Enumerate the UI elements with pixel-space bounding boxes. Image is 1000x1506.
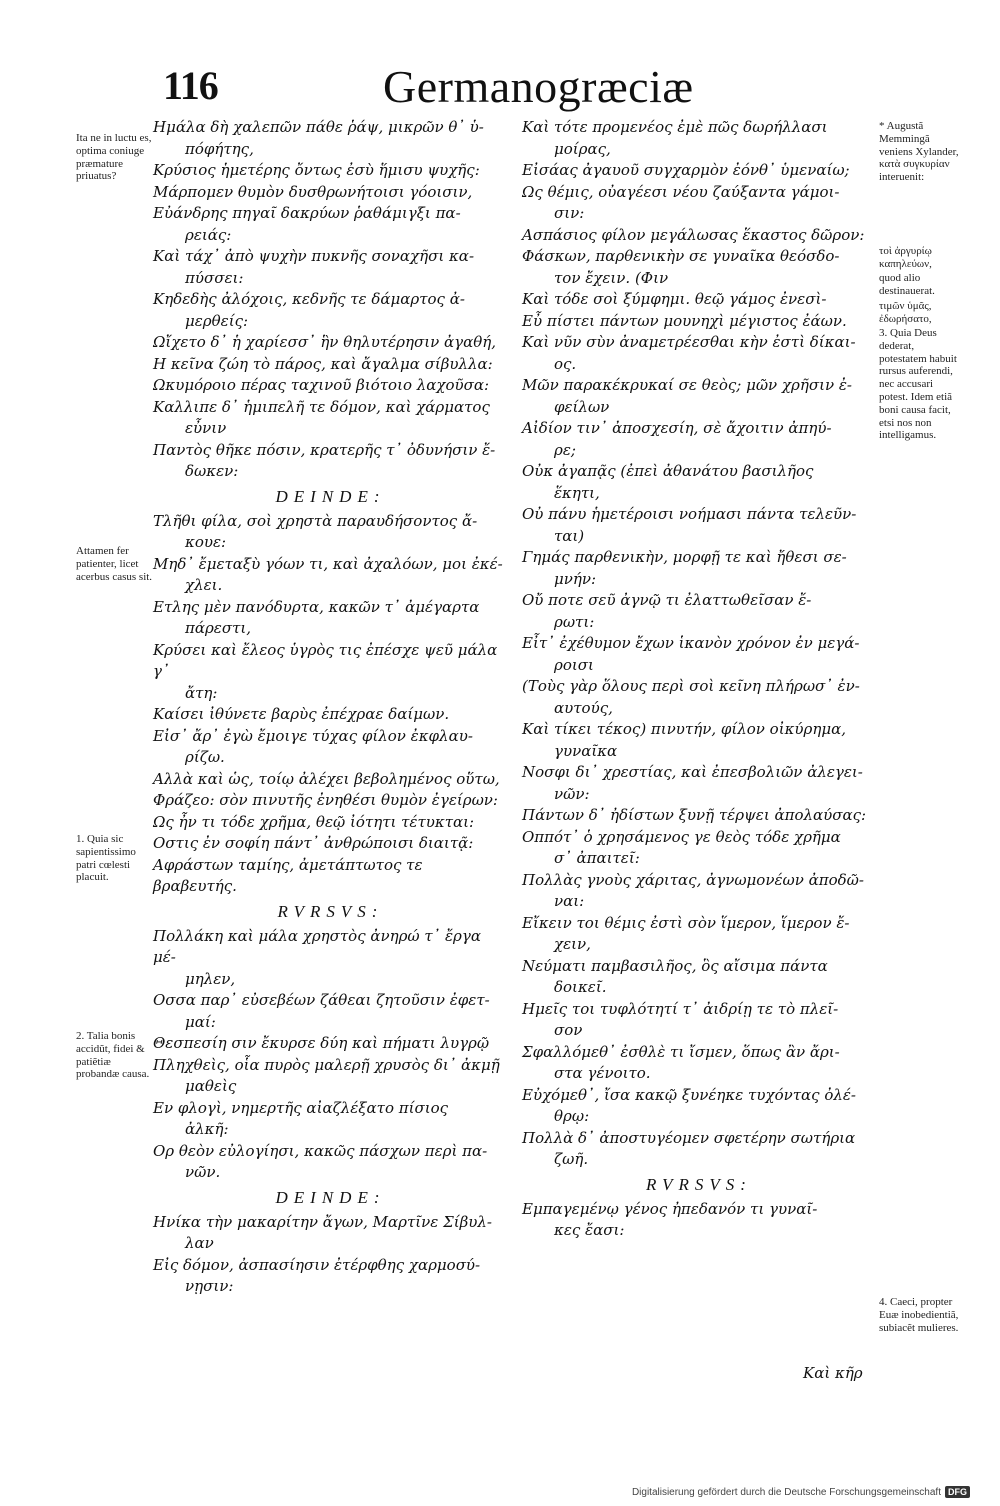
catchword: Καὶ κῆρ <box>803 1364 863 1382</box>
verse-line <box>153 926 508 991</box>
verse-line <box>522 870 876 913</box>
verse-continuation: νῶν: <box>554 784 590 803</box>
verse-text: Μάρπομεν θυμὸν δυσθρωνήτοισι γόοισιν, <box>153 182 473 201</box>
verse-line <box>153 117 508 160</box>
verse-line <box>153 704 508 726</box>
verse-continuation: ἕκητι, <box>554 483 600 502</box>
verse-continuation: μερθείς: <box>185 311 249 330</box>
verse-line <box>153 726 508 769</box>
verse-line <box>522 999 876 1042</box>
right-column <box>522 117 876 1242</box>
verse-line <box>153 246 508 289</box>
verse-text: Εἴκειν τοι θέμις ἐστὶ σὸν ἵμερον, ἵμερον ἔ- <box>522 913 850 932</box>
verse-line <box>153 1098 508 1141</box>
verse-line <box>522 182 876 225</box>
verse-text: Οὐ πάνυ ἡμετέροισι νοήμασι πάντα τελεῦν- <box>522 505 857 523</box>
verse-continuation: ρίζω. <box>185 748 225 766</box>
running-title: Germanogræciæ <box>383 61 694 112</box>
section-heading: RVRSVS: <box>277 901 384 921</box>
verse-continuation: κες ἔασι: <box>554 1221 625 1239</box>
verse-line <box>153 332 508 354</box>
verse-continuation: θρῳ: <box>554 1107 590 1125</box>
verse-text: Οππότ᾽ ὁ χρησάμενος γε θεὸς τόδε χρῆμα <box>522 827 841 846</box>
margin-note-right-3: quod alio destinauerat. <box>879 272 935 297</box>
verse-continuation: γυναῖκα <box>554 741 618 760</box>
verse-text: Ορ θεὸν εὐλογίησι, κακῶς πάσχων περὶ πα- <box>153 1141 488 1160</box>
verse-continuation: χειν, <box>554 935 591 953</box>
verse-line <box>153 375 508 397</box>
verse-line <box>153 1255 508 1298</box>
verse-text: Οσσα παρ᾽ εὐσεβέων ζάθεαι ζητοῦσιν ἐφετ- <box>153 991 490 1009</box>
verse-line <box>153 990 508 1033</box>
verse-continuation: ναι: <box>554 892 585 910</box>
verse-line <box>153 289 508 332</box>
page-number: 116 <box>163 63 218 108</box>
verse-text: Ως θέμις, οὐαγέεσι νέου ζαύξαντα γάμοι- <box>522 182 840 201</box>
verse-text: Πάντων δ᾽ ἠδίστων ξυνῇ τέρψει ἀπολαύσας: <box>522 806 867 824</box>
margin-note-right-1: * Augustã Memmingã veniens Xylander, κατὰ συγκυρίαν interuenit: <box>879 120 959 184</box>
margin-note-left-1: Ita ne in luctu es, optima coniuge præmature priuatus? <box>76 132 152 183</box>
verse-continuation: ἀλκῆ: <box>185 1120 229 1138</box>
verse-line <box>153 1141 508 1184</box>
verse-line <box>522 1128 876 1171</box>
verse-continuation: ἄτη: <box>185 683 218 702</box>
margin-note-right-2: τοὶ ἀργυρίῳ καπηλεύων, <box>879 245 932 270</box>
verse-text: Οστις ἐν σοφίη πάντ᾽ ἀνθρώποισι διαιτᾷ: <box>153 834 474 852</box>
verse-line <box>522 418 876 461</box>
verse-text: Κηδεδὴς ἀλόχοις, κεδνῆς τε δάμαρτος ἀ- <box>153 290 465 308</box>
verse-line <box>522 590 876 633</box>
verse-text: Πολλὰς γνοὺς χάριτας, ἀγνωμονέων ἀποδῶ- <box>522 870 864 889</box>
section-heading: DEINDE: <box>275 1187 386 1207</box>
verse-text: Αἰδίον τιν᾽ ἀποσχεσίη, σὲ ἄχοιτιν ἀπηύ- <box>522 419 832 437</box>
verse-text: Οὔ ποτε σεῦ ἀγνῷ τι ἐλαττωθεῖσαν ἔ- <box>522 591 812 609</box>
verse-text: Ωκυμόροιο πέρας ταχινοῦ βιότοιο λαχοῦσα: <box>153 376 490 394</box>
left-column <box>153 117 508 1298</box>
verse-text: Καὶ τόδε σοὶ ξύμφημι. θεῷ γάμος ἐνεσὶ- <box>522 290 827 308</box>
verse-line <box>522 504 876 547</box>
verse-line <box>522 246 876 289</box>
verse-line <box>153 812 508 834</box>
verse-continuation: λαν <box>185 1234 214 1252</box>
verse-continuation: στα γένοιτο. <box>554 1064 651 1082</box>
verse-line <box>522 311 876 333</box>
verse-text: Μῶν παρακέκρυκαί σε θεὸς; μῶν χρῆσιν ἐ- <box>522 376 852 394</box>
digitization-footer <box>632 1486 970 1498</box>
verse-continuation: κουε: <box>185 533 227 551</box>
verse-text: Παντὸς θῆκε πόσιν, κρατερῆς τ᾽ ὀδυνήσιν ἔ- <box>153 440 496 459</box>
verse-line <box>153 640 508 705</box>
verse-continuation: μοίρας, <box>554 139 611 158</box>
verse-continuation: σιν: <box>554 204 585 222</box>
margin-note-left-3: 1. Quia sic sapientissimo patri cœlesti placuit. <box>76 833 136 884</box>
verse-text: Μηδ᾽ ἔμεταξὺ γόων τι, καὶ ἀχαλόων, μοι ἐκέ- <box>153 554 503 573</box>
verse-line <box>522 1199 876 1242</box>
verse-text: Ασπάσιος φίλον μεγάλωσας ἕκαστος δῶρον: <box>522 225 865 244</box>
verse-text: Θεσπεσίη σιν ἔκυρσε δύη καὶ πήματι λυγρῷ <box>153 1034 490 1052</box>
verse-line <box>153 597 508 640</box>
verse-line <box>153 554 508 597</box>
verse-line <box>153 833 508 855</box>
verse-continuation: μνήν: <box>554 569 597 588</box>
verse-text: Κρύσει καὶ ἔλεος ὑγρὸς τις ἐπέσχε ψεῦ μάλα γ᾽ <box>153 640 498 680</box>
verse-line <box>153 790 508 812</box>
verse-text: Εὐάνδρης πηγαῖ δακρύων ῥαθάμιγξι πα- <box>153 204 461 222</box>
verse-continuation: ρε; <box>554 440 576 459</box>
verse-text: Καὶ τίκει τέκος) πινυτήν, φίλον οἰκύρημα, <box>522 720 846 738</box>
verse-continuation: ρειάς: <box>185 225 232 244</box>
verse-line <box>522 1085 876 1128</box>
verse-continuation: νῶν. <box>185 1163 221 1181</box>
verse-continuation: πόφήτης, <box>185 139 254 158</box>
dfg-logo: DFG <box>945 1486 970 1498</box>
verse-line <box>522 805 876 827</box>
verse-line <box>153 1212 508 1255</box>
verse-text: Εἰσάας ἀγαυοῦ συγχαρμὸν ἐόνθ᾽ ὑμεναίω; <box>522 161 850 179</box>
verse-text: Κρύσιος ἡμετέρης ὄντως ἐσὺ ἥμισυ ψυχῆς: <box>153 161 480 179</box>
verse-line <box>522 633 876 676</box>
verse-continuation: σ᾽ ἀπαιτεῖ: <box>554 849 640 867</box>
verse-line <box>522 289 876 311</box>
verse-text: Πληχθεὶς, οἷα πυρὸς μαλερῇ χρυσὸς δι᾽ ἀκμῇ <box>153 1055 500 1074</box>
verse-text: Οὐκ ἀγαπᾷς (ἐπεὶ ἀθανάτου βασιλῆος <box>522 462 814 480</box>
margin-note-left-4: 2. Talia bonis accidũt, fidei & patiẽtiæ probandæ causa. <box>76 1030 150 1081</box>
verse-continuation: πύσσει: <box>185 268 244 287</box>
verse-text: Εἰς δόμον, ἀσπασίησιν ἐτέρφθης χαρμοσύ- <box>153 1255 481 1274</box>
verse-text: Εἰσ᾽ ἄρ᾽ ἐγὼ ἔμοιγε τύχας φίλον ἐκφλαυ- <box>153 726 473 745</box>
verse-line <box>522 1042 876 1085</box>
verse-line <box>522 719 876 762</box>
verse-line <box>522 375 876 418</box>
verse-text: Ηνίκα τὴν μακαρίτην ἄγων, Μαρτῖνε Σίβυλ- <box>153 1212 492 1231</box>
verse-line <box>153 182 508 204</box>
verse-line <box>522 676 876 719</box>
verse-line <box>153 769 508 791</box>
verse-continuation: δοικεῖ. <box>554 978 607 996</box>
verse-continuation: χλει. <box>185 576 223 594</box>
verse-continuation: αυτούς, <box>554 698 613 717</box>
verse-continuation: φείλων <box>554 397 610 416</box>
verse-line <box>153 354 508 376</box>
verse-text: Νεύματι παμβασιλῆος, ὃς αἴσιμα πάντα <box>522 956 828 975</box>
verse-text: Ημεῖς τοι τυφλότητί τ᾽ ἀιδρίῃ τε τὸ πλεῖ- <box>522 999 839 1018</box>
verse-continuation: ρωτι: <box>554 612 595 631</box>
verse-text: Καὶ τάχ᾽ ἀπὸ ψυχὴν πυκνῆς σοναχῆσι κα- <box>153 247 475 265</box>
verse-text: Ημάλα δὴ χαλεπῶν πάθε ῥάψ, μικρῶν θ᾽ ὑ- <box>153 118 484 136</box>
margin-note-left-2: Attamen fer patienter, licet acerbus casus sit. <box>76 545 153 583</box>
verse-text: Καὶ νῦν σὺν ἀναμετρέεσθαι κὴν ἐστὶ δίκαι- <box>522 333 856 351</box>
verse-line <box>522 547 876 590</box>
verse-continuation: μαί: <box>185 1012 216 1031</box>
margin-note-right-6: 4. Caeci, propter Euæ inobedientiã, subiacẽt mulieres. <box>879 1296 959 1334</box>
verse-line <box>522 461 876 504</box>
verse-line <box>153 440 508 483</box>
verse-line <box>153 1033 508 1055</box>
verse-continuation: πάρεστι, <box>185 619 252 637</box>
verse-text: Καὶ τότε προμενέος ἐμὲ πῶς δωρήλλασι <box>522 118 828 136</box>
verse-text: Ετλης μὲν πανόδυρτα, κακῶν τ᾽ ἀμέγαρτα <box>153 597 480 616</box>
verse-text: Φάσκων, παρθενικὴν σε γυναῖκα θεόσδο- <box>522 247 840 265</box>
verse-text: Εὖ πίστει πάντων μουνηχὶ μέγιστος ἐάων. <box>522 311 847 330</box>
verse-continuation: ροισι <box>554 655 594 674</box>
verse-line <box>153 397 508 440</box>
verse-continuation: ος. <box>554 354 577 373</box>
verse-text: Πολλάκη καὶ μάλα χρηστὸς ἀνηρώ τ᾽ ἔργα μέ- <box>153 926 481 966</box>
verse-continuation: ται) <box>554 526 585 545</box>
verse-text: Εὐχόμεθ᾽, ἴσα κακῷ ξυνέηκε τυχόντας ὀλέ- <box>522 1085 856 1104</box>
margin-note-right-5: 3. Quia Deus dederat, potestatem habuit rursus auferendi, nec accusari potest. Idem etiã boni causa facit, etsi nos non intelligamus. <box>879 327 957 442</box>
verse-text: Σφαλλόμεθ᾽ ἐσθλὲ τι ἴσμεν, ὅπως ἂν ἄρι- <box>522 1042 840 1061</box>
verse-text: Αφράστων ταμίης, ἀμετάπτωτος τε βραβευτής. <box>153 855 423 895</box>
verse-continuation: μαθεὶς <box>185 1077 237 1095</box>
verse-text: Ως ἦν τι τόδε χρῆμα, θεῷ ἰότητι τέτυκται: <box>153 812 475 831</box>
verse-text: Νοσφι δι᾽ χρεστίας, καὶ ἐπεσβολιῶν ἀλεγει- <box>522 763 863 781</box>
verse-text: Πολλὰ δ᾽ ἀποστυγέομεν σφετέρην σωτήρια <box>522 1128 856 1147</box>
verse-line <box>153 203 508 246</box>
verse-text: Αλλὰ καὶ ὡς, τοίῳ ἀλέχει βεβολημένος οὕτω, <box>153 769 500 788</box>
verse-text: Ωἴχετο δ᾽ ἡ χαρίεσσ᾽ ἣν θηλυτέρησιν ἀγαθή, <box>153 333 497 351</box>
verse-continuation: σον <box>554 1021 583 1039</box>
verse-line <box>153 855 508 898</box>
verse-text: Τλῆθι φίλα, σοὶ χρηστὰ παραυδήσοντος ἄ- <box>153 511 478 530</box>
footer-text: Digitalisierung gefördert durch die Deutsche Forschungsgemeinschaft <box>631 1486 941 1498</box>
verse-continuation: μηλεν, <box>185 969 236 988</box>
verse-line <box>522 827 876 870</box>
verse-text: Γημάς παρθενικὴν, μορφῇ τε καὶ ἤθεσι σε- <box>522 548 847 566</box>
verse-text: Φράζεο: σὸν πινυτῆς ἐνηθέσι θυμὸν ἐγείρων: <box>153 791 498 809</box>
verse-line <box>522 913 876 956</box>
margin-note-right-4: τιμῶν ὑμᾶς, ἐδωρήσατο, <box>879 300 932 325</box>
verse-line <box>522 332 876 375</box>
verse-line <box>522 956 876 999</box>
verse-text: (Τοὺς γὰρ ὅλους περὶ σοὶ κεῖνη πλήρωσ᾽ ἐν- <box>522 677 860 695</box>
verse-continuation: τον ἔχειν. (Φιν <box>554 268 669 287</box>
verse-continuation: δωκεν: <box>185 462 239 480</box>
verse-text: Εν φλογὶ, νημερτῆς αἰαζλέξατο πίσιος <box>153 1098 449 1117</box>
verse-line <box>153 1055 508 1098</box>
verse-line <box>522 160 876 182</box>
section-heading: DEINDE: <box>275 486 386 506</box>
verse-text: Καλλιπε δ᾽ ἡμιπελῆ τε δόμον, καὶ χάρματος <box>153 397 490 416</box>
verse-continuation: ζωῆ. <box>554 1150 589 1168</box>
verse-text: Η κεῖνα ζώη τὸ πάρος, καὶ ἄγαλμα σίβυλλα: <box>153 354 493 373</box>
section-heading: RVRSVS: <box>646 1174 752 1194</box>
verse-line <box>153 160 508 182</box>
verse-text: Εἶτ᾽ ἐχέθυμον ἔχων ἱκανὸν χρόνον ἐν μεγά- <box>522 634 860 652</box>
verse-continuation: εὖνιν <box>185 419 227 437</box>
verse-text: Καίσει ἰθύνετε βαρὺς ἐπέχραε δαίμων. <box>153 705 450 723</box>
verse-continuation: νῃσιν: <box>185 1277 234 1295</box>
verse-text: Εμπαγεμένῳ γένος ἠπεδανόν τι γυναῖ- <box>522 1199 818 1218</box>
verse-line <box>522 117 876 160</box>
verse-line <box>522 225 876 247</box>
verse-line <box>153 511 508 554</box>
verse-line <box>522 762 876 805</box>
